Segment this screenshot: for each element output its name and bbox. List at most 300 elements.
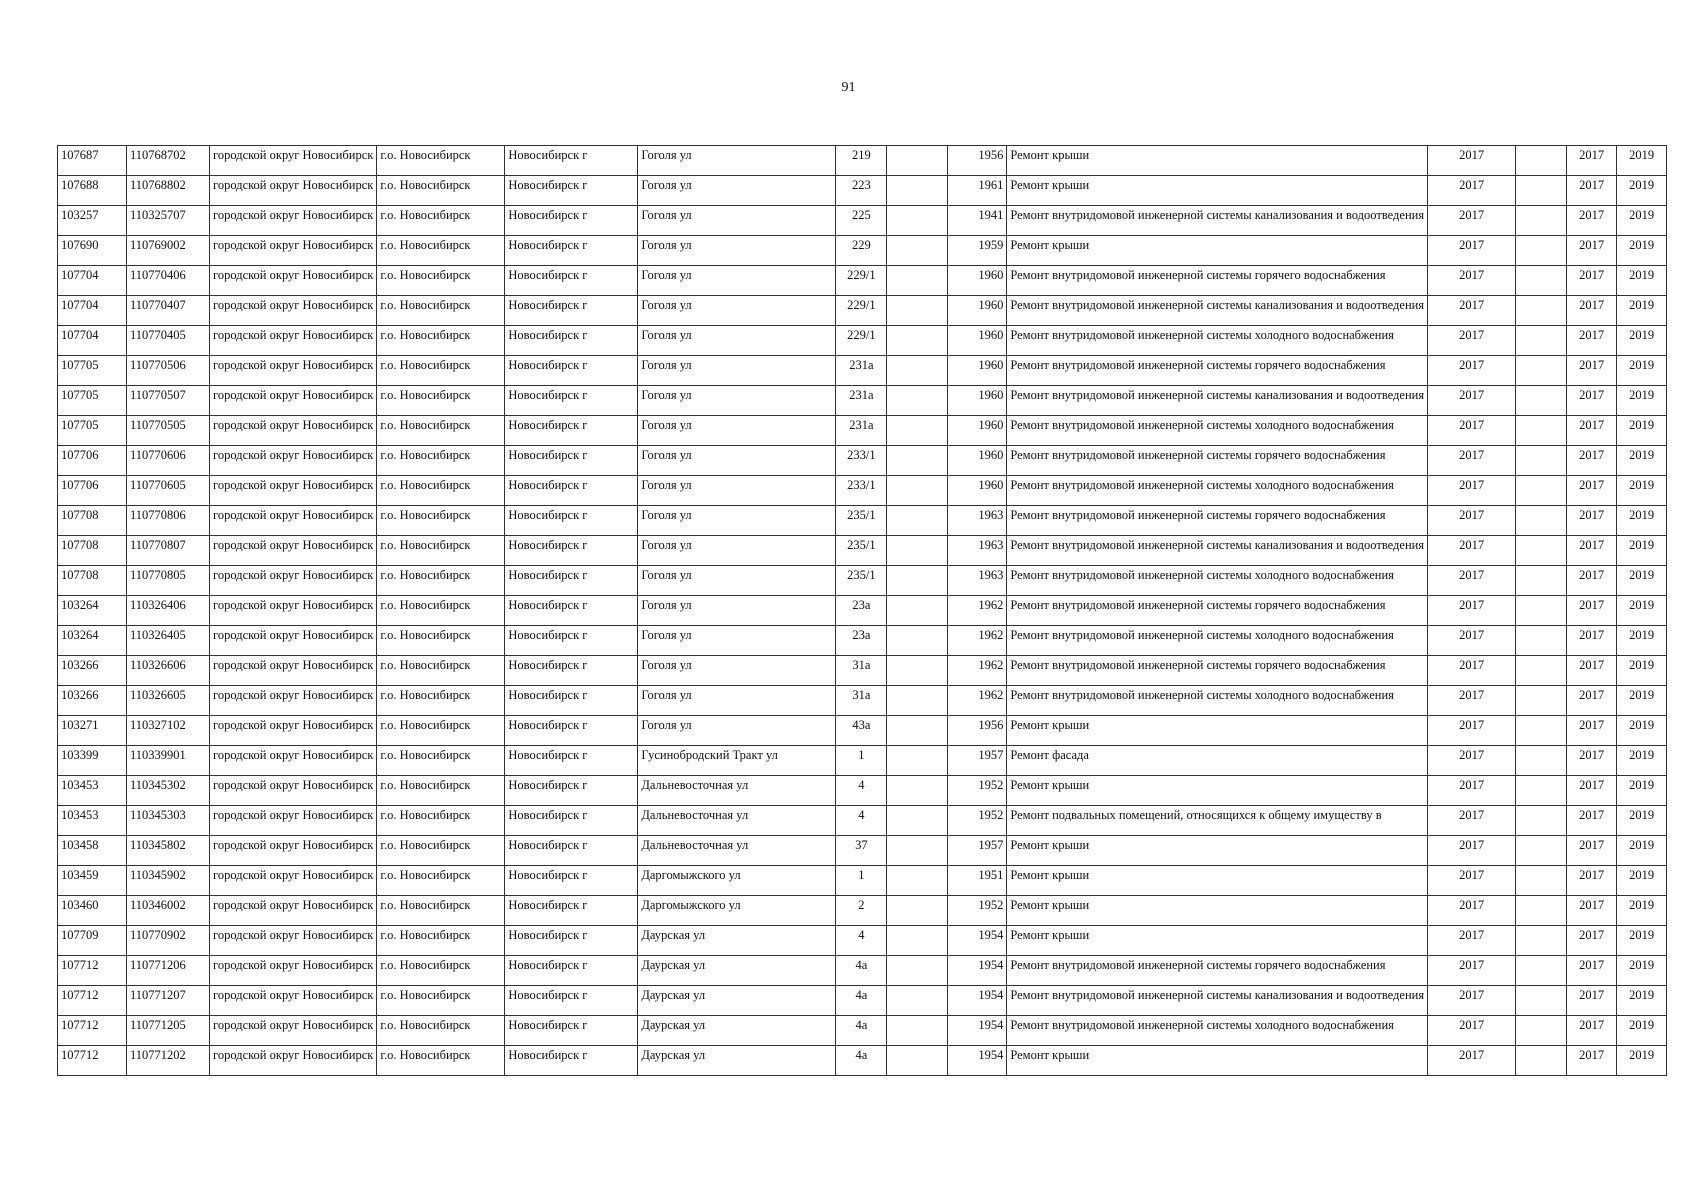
cell-street: Гоголя ул: [638, 356, 836, 386]
cell-year-from: 2017: [1567, 896, 1617, 926]
cell-house-number: 233/1: [836, 446, 887, 476]
cell-year-to: 2019: [1617, 236, 1667, 266]
cell-code: 110768702: [127, 146, 210, 176]
cell-plan-year: 2017: [1428, 896, 1516, 926]
cell-work-type: Ремонт внутридомовой инженерной системы горячего водоснабжения: [1007, 266, 1428, 296]
cell-year-from: 2017: [1567, 446, 1617, 476]
cell-code: 110770806: [127, 506, 210, 536]
cell-id: 103264: [58, 596, 127, 626]
cell-year-from: 2017: [1567, 956, 1617, 986]
cell-municipality: городской округ Новосибирск: [210, 716, 377, 746]
cell-empty: [887, 806, 948, 836]
cell-district: г.о. Новосибирск: [377, 176, 505, 206]
cell-city: Новосибирск г: [505, 176, 638, 206]
cell-year-to: 2019: [1617, 1016, 1667, 1046]
cell-plan-year: 2017: [1428, 686, 1516, 716]
cell-year-from: 2017: [1567, 626, 1617, 656]
cell-empty: [887, 356, 948, 386]
cell-work-type: Ремонт внутридомовой инженерной системы горячего водоснабжения: [1007, 446, 1428, 476]
cell-year-to: 2019: [1617, 416, 1667, 446]
cell-municipality: городской округ Новосибирск: [210, 356, 377, 386]
cell-house-number: 37: [836, 836, 887, 866]
cell-district: г.о. Новосибирск: [377, 1046, 505, 1076]
cell-district: г.о. Новосибирск: [377, 716, 505, 746]
cell-district: г.о. Новосибирск: [377, 656, 505, 686]
table-row: [58, 146, 1667, 176]
cell-city: Новосибирск г: [505, 506, 638, 536]
cell-plan-year: 2017: [1428, 806, 1516, 836]
cell-municipality: городской округ Новосибирск: [210, 896, 377, 926]
cell-district: г.о. Новосибирск: [377, 986, 505, 1016]
cell-plan-year: 2017: [1428, 716, 1516, 746]
cell-city: Новосибирск г: [505, 686, 638, 716]
cell-year-from: 2017: [1567, 926, 1617, 956]
cell-year-from: 2017: [1567, 416, 1617, 446]
cell-year-built: 1954: [948, 986, 1007, 1016]
cell-city: Новосибирск г: [505, 536, 638, 566]
cell-street: Гоголя ул: [638, 626, 836, 656]
cell-year-built: 1960: [948, 476, 1007, 506]
cell-empty: [1516, 896, 1567, 926]
cell-work-type: Ремонт крыши: [1007, 716, 1428, 746]
cell-year-to: 2019: [1617, 566, 1667, 596]
cell-empty: [1516, 416, 1567, 446]
cell-street: Гоголя ул: [638, 686, 836, 716]
cell-municipality: городской округ Новосибирск: [210, 326, 377, 356]
cell-city: Новосибирск г: [505, 296, 638, 326]
cell-city: Новосибирск г: [505, 326, 638, 356]
cell-plan-year: 2017: [1428, 266, 1516, 296]
cell-empty: [1516, 356, 1567, 386]
cell-year-from: 2017: [1567, 806, 1617, 836]
cell-city: Новосибирск г: [505, 356, 638, 386]
cell-house-number: 231а: [836, 386, 887, 416]
cell-empty: [887, 836, 948, 866]
cell-code: 110345303: [127, 806, 210, 836]
cell-code: 110770507: [127, 386, 210, 416]
cell-empty: [1516, 1046, 1567, 1076]
table-row: [58, 236, 1667, 266]
table-row: [58, 626, 1667, 656]
table-row: [58, 806, 1667, 836]
cell-empty: [887, 386, 948, 416]
cell-municipality: городской округ Новосибирск: [210, 656, 377, 686]
cell-street: Даргомыжского ул: [638, 896, 836, 926]
cell-year-built: 1954: [948, 956, 1007, 986]
cell-municipality: городской округ Новосибирск: [210, 596, 377, 626]
cell-year-from: 2017: [1567, 146, 1617, 176]
cell-id: 103459: [58, 866, 127, 896]
cell-id: 107712: [58, 986, 127, 1016]
cell-empty: [887, 296, 948, 326]
cell-id: 107708: [58, 506, 127, 536]
cell-work-type: Ремонт крыши: [1007, 1046, 1428, 1076]
cell-year-built: 1952: [948, 776, 1007, 806]
cell-empty: [1516, 326, 1567, 356]
cell-empty: [1516, 986, 1567, 1016]
cell-city: Новосибирск г: [505, 626, 638, 656]
cell-empty: [887, 416, 948, 446]
cell-city: Новосибирск г: [505, 236, 638, 266]
cell-municipality: городской округ Новосибирск: [210, 296, 377, 326]
table-row: [58, 206, 1667, 236]
cell-work-type: Ремонт крыши: [1007, 836, 1428, 866]
cell-municipality: городской округ Новосибирск: [210, 776, 377, 806]
cell-id: 107704: [58, 266, 127, 296]
cell-municipality: городской округ Новосибирск: [210, 1016, 377, 1046]
cell-street: Даурская ул: [638, 926, 836, 956]
cell-code: 110325707: [127, 206, 210, 236]
cell-municipality: городской округ Новосибирск: [210, 176, 377, 206]
cell-district: г.о. Новосибирск: [377, 296, 505, 326]
cell-year-from: 2017: [1567, 986, 1617, 1016]
cell-empty: [1516, 746, 1567, 776]
cell-street: Гоголя ул: [638, 326, 836, 356]
cell-municipality: городской округ Новосибирск: [210, 566, 377, 596]
cell-code: 110345802: [127, 836, 210, 866]
cell-plan-year: 2017: [1428, 386, 1516, 416]
cell-year-to: 2019: [1617, 1046, 1667, 1076]
cell-empty: [1516, 806, 1567, 836]
cell-empty: [887, 1016, 948, 1046]
cell-year-built: 1954: [948, 1046, 1007, 1076]
cell-work-type: Ремонт внутридомовой инженерной системы холодного водоснабжения: [1007, 626, 1428, 656]
cell-street: Даурская ул: [638, 1016, 836, 1046]
cell-district: г.о. Новосибирск: [377, 926, 505, 956]
cell-plan-year: 2017: [1428, 176, 1516, 206]
cell-id: 103458: [58, 836, 127, 866]
table-row: [58, 416, 1667, 446]
cell-code: 110770605: [127, 476, 210, 506]
cell-district: г.о. Новосибирск: [377, 1016, 505, 1046]
cell-district: г.о. Новосибирск: [377, 236, 505, 266]
cell-empty: [887, 266, 948, 296]
cell-house-number: 4а: [836, 1046, 887, 1076]
cell-work-type: Ремонт крыши: [1007, 926, 1428, 956]
cell-plan-year: 2017: [1428, 416, 1516, 446]
cell-year-from: 2017: [1567, 326, 1617, 356]
table-row: [58, 386, 1667, 416]
cell-year-from: 2017: [1567, 386, 1617, 416]
cell-plan-year: 2017: [1428, 506, 1516, 536]
cell-year-from: 2017: [1567, 836, 1617, 866]
cell-empty: [887, 986, 948, 1016]
cell-year-to: 2019: [1617, 326, 1667, 356]
cell-id: 107704: [58, 326, 127, 356]
cell-street: Гоголя ул: [638, 176, 836, 206]
cell-district: г.о. Новосибирск: [377, 776, 505, 806]
cell-code: 110339901: [127, 746, 210, 776]
cell-empty: [1516, 236, 1567, 266]
cell-municipality: городской округ Новосибирск: [210, 146, 377, 176]
cell-year-from: 2017: [1567, 776, 1617, 806]
cell-id: 103266: [58, 656, 127, 686]
cell-city: Новосибирск г: [505, 266, 638, 296]
cell-empty: [1516, 686, 1567, 716]
cell-city: Новосибирск г: [505, 416, 638, 446]
cell-year-from: 2017: [1567, 716, 1617, 746]
cell-year-to: 2019: [1617, 716, 1667, 746]
cell-work-type: Ремонт крыши: [1007, 866, 1428, 896]
cell-year-to: 2019: [1617, 956, 1667, 986]
cell-empty: [887, 716, 948, 746]
cell-code: 110769002: [127, 236, 210, 266]
cell-house-number: 4: [836, 926, 887, 956]
cell-year-built: 1963: [948, 536, 1007, 566]
cell-plan-year: 2017: [1428, 296, 1516, 326]
cell-empty: [887, 746, 948, 776]
cell-house-number: 231а: [836, 416, 887, 446]
cell-house-number: 219: [836, 146, 887, 176]
cell-empty: [887, 956, 948, 986]
cell-district: г.о. Новосибирск: [377, 536, 505, 566]
cell-municipality: городской округ Новосибирск: [210, 626, 377, 656]
cell-empty: [887, 596, 948, 626]
cell-house-number: 4: [836, 806, 887, 836]
cell-municipality: городской округ Новосибирск: [210, 686, 377, 716]
cell-city: Новосибирск г: [505, 716, 638, 746]
cell-id: 107712: [58, 1016, 127, 1046]
cell-district: г.о. Новосибирск: [377, 326, 505, 356]
cell-year-from: 2017: [1567, 686, 1617, 716]
cell-code: 110770407: [127, 296, 210, 326]
cell-empty: [1516, 146, 1567, 176]
cell-plan-year: 2017: [1428, 656, 1516, 686]
cell-city: Новосибирск г: [505, 476, 638, 506]
cell-empty: [887, 206, 948, 236]
cell-house-number: 43а: [836, 716, 887, 746]
cell-code: 110326405: [127, 626, 210, 656]
cell-id: 103399: [58, 746, 127, 776]
cell-plan-year: 2017: [1428, 566, 1516, 596]
cell-year-to: 2019: [1617, 476, 1667, 506]
cell-work-type: Ремонт внутридомовой инженерной системы канализования и водоотведения: [1007, 206, 1428, 236]
cell-empty: [1516, 596, 1567, 626]
table-row: [58, 686, 1667, 716]
cell-id: 103453: [58, 776, 127, 806]
cell-empty: [1516, 446, 1567, 476]
cell-plan-year: 2017: [1428, 956, 1516, 986]
cell-code: 110770606: [127, 446, 210, 476]
cell-house-number: 231а: [836, 356, 887, 386]
cell-street: Даурская ул: [638, 1046, 836, 1076]
cell-house-number: 225: [836, 206, 887, 236]
cell-plan-year: 2017: [1428, 986, 1516, 1016]
cell-work-type: Ремонт крыши: [1007, 896, 1428, 926]
cell-code: 110771202: [127, 1046, 210, 1076]
cell-year-built: 1954: [948, 1016, 1007, 1046]
cell-municipality: городской округ Новосибирск: [210, 206, 377, 236]
table-row: [58, 266, 1667, 296]
cell-year-to: 2019: [1617, 836, 1667, 866]
cell-city: Новосибирск г: [505, 1046, 638, 1076]
cell-empty: [1516, 266, 1567, 296]
cell-work-type: Ремонт внутридомовой инженерной системы холодного водоснабжения: [1007, 566, 1428, 596]
cell-work-type: Ремонт внутридомовой инженерной системы горячего водоснабжения: [1007, 596, 1428, 626]
cell-district: г.о. Новосибирск: [377, 836, 505, 866]
cell-year-to: 2019: [1617, 206, 1667, 236]
cell-street: Дальневосточная ул: [638, 836, 836, 866]
cell-year-to: 2019: [1617, 386, 1667, 416]
cell-house-number: 31а: [836, 656, 887, 686]
cell-empty: [1516, 956, 1567, 986]
cell-year-to: 2019: [1617, 446, 1667, 476]
cell-empty: [887, 626, 948, 656]
cell-year-to: 2019: [1617, 896, 1667, 926]
cell-year-to: 2019: [1617, 746, 1667, 776]
cell-street: Гоголя ул: [638, 596, 836, 626]
cell-empty: [1516, 656, 1567, 686]
cell-year-built: 1957: [948, 746, 1007, 776]
cell-district: г.о. Новосибирск: [377, 506, 505, 536]
cell-year-from: 2017: [1567, 746, 1617, 776]
cell-id: 103271: [58, 716, 127, 746]
cell-work-type: Ремонт подвальных помещений, относящихся к общему имуществу в: [1007, 806, 1428, 836]
repair-schedule-table: [57, 145, 1667, 1076]
cell-code: 110345302: [127, 776, 210, 806]
cell-street: Гоголя ул: [638, 506, 836, 536]
table-row: [58, 356, 1667, 386]
cell-plan-year: 2017: [1428, 626, 1516, 656]
cell-district: г.о. Новосибирск: [377, 416, 505, 446]
cell-empty: [887, 506, 948, 536]
cell-code: 110771206: [127, 956, 210, 986]
cell-street: Гоголя ул: [638, 236, 836, 266]
cell-year-built: 1963: [948, 566, 1007, 596]
cell-year-from: 2017: [1567, 566, 1617, 596]
cell-work-type: Ремонт фасада: [1007, 746, 1428, 776]
cell-work-type: Ремонт внутридомовой инженерной системы канализования и водоотведения: [1007, 986, 1428, 1016]
cell-year-built: 1960: [948, 386, 1007, 416]
table-row: [58, 506, 1667, 536]
cell-id: 107688: [58, 176, 127, 206]
cell-id: 107705: [58, 356, 127, 386]
cell-year-built: 1962: [948, 656, 1007, 686]
cell-house-number: 229/1: [836, 326, 887, 356]
cell-city: Новосибирск г: [505, 566, 638, 596]
cell-id: 103264: [58, 626, 127, 656]
cell-work-type: Ремонт крыши: [1007, 776, 1428, 806]
cell-id: 107705: [58, 386, 127, 416]
cell-code: 110327102: [127, 716, 210, 746]
cell-city: Новосибирск г: [505, 746, 638, 776]
cell-id: 107708: [58, 566, 127, 596]
table-row: [58, 656, 1667, 686]
cell-year-to: 2019: [1617, 596, 1667, 626]
cell-empty: [887, 476, 948, 506]
cell-district: г.о. Новосибирск: [377, 446, 505, 476]
cell-plan-year: 2017: [1428, 776, 1516, 806]
cell-work-type: Ремонт крыши: [1007, 146, 1428, 176]
cell-empty: [1516, 836, 1567, 866]
cell-municipality: городской округ Новосибирск: [210, 266, 377, 296]
cell-municipality: городской округ Новосибирск: [210, 536, 377, 566]
cell-code: 110770902: [127, 926, 210, 956]
cell-city: Новосибирск г: [505, 386, 638, 416]
cell-municipality: городской округ Новосибирск: [210, 926, 377, 956]
cell-house-number: 229/1: [836, 296, 887, 326]
table-row: [58, 956, 1667, 986]
cell-city: Новосибирск г: [505, 896, 638, 926]
cell-house-number: 235/1: [836, 536, 887, 566]
cell-empty: [887, 866, 948, 896]
cell-street: Гусинобродский Тракт ул: [638, 746, 836, 776]
cell-district: г.о. Новосибирск: [377, 596, 505, 626]
cell-code: 110326606: [127, 656, 210, 686]
cell-city: Новосибирск г: [505, 1016, 638, 1046]
cell-year-to: 2019: [1617, 296, 1667, 326]
table-row: [58, 866, 1667, 896]
cell-house-number: 229: [836, 236, 887, 266]
cell-year-built: 1961: [948, 176, 1007, 206]
table-row: [58, 776, 1667, 806]
table-row: [58, 1016, 1667, 1046]
cell-house-number: 235/1: [836, 506, 887, 536]
cell-work-type: Ремонт внутридомовой инженерной системы канализования и водоотведения: [1007, 536, 1428, 566]
cell-street: Дальневосточная ул: [638, 776, 836, 806]
table-row: [58, 176, 1667, 206]
cell-empty: [887, 146, 948, 176]
cell-street: Гоголя ул: [638, 296, 836, 326]
cell-municipality: городской округ Новосибирск: [210, 476, 377, 506]
cell-house-number: 235/1: [836, 566, 887, 596]
cell-house-number: 1: [836, 866, 887, 896]
cell-street: Гоголя ул: [638, 266, 836, 296]
cell-plan-year: 2017: [1428, 536, 1516, 566]
table-row: [58, 836, 1667, 866]
cell-year-to: 2019: [1617, 686, 1667, 716]
cell-street: Гоголя ул: [638, 566, 836, 596]
cell-year-from: 2017: [1567, 236, 1617, 266]
cell-city: Новосибирск г: [505, 656, 638, 686]
cell-municipality: городской округ Новосибирск: [210, 236, 377, 266]
table-row: [58, 926, 1667, 956]
cell-empty: [1516, 566, 1567, 596]
cell-plan-year: 2017: [1428, 1046, 1516, 1076]
cell-city: Новосибирск г: [505, 956, 638, 986]
table-row: [58, 1046, 1667, 1076]
cell-empty: [887, 536, 948, 566]
cell-year-from: 2017: [1567, 536, 1617, 566]
cell-year-to: 2019: [1617, 806, 1667, 836]
cell-empty: [1516, 866, 1567, 896]
cell-code: 110770805: [127, 566, 210, 596]
cell-work-type: Ремонт внутридомовой инженерной системы канализования и водоотведения: [1007, 296, 1428, 326]
cell-street: Даурская ул: [638, 956, 836, 986]
cell-empty: [1516, 476, 1567, 506]
cell-year-built: 1963: [948, 506, 1007, 536]
cell-city: Новосибирск г: [505, 776, 638, 806]
cell-year-built: 1960: [948, 356, 1007, 386]
cell-empty: [887, 926, 948, 956]
cell-district: г.о. Новосибирск: [377, 356, 505, 386]
cell-work-type: Ремонт внутридомовой инженерной системы холодного водоснабжения: [1007, 416, 1428, 446]
cell-work-type: Ремонт внутридомовой инженерной системы холодного водоснабжения: [1007, 326, 1428, 356]
cell-work-type: Ремонт внутридомовой инженерной системы горячего водоснабжения: [1007, 956, 1428, 986]
cell-empty: [1516, 1016, 1567, 1046]
cell-district: г.о. Новосибирск: [377, 266, 505, 296]
cell-district: г.о. Новосибирск: [377, 206, 505, 236]
cell-year-built: 1952: [948, 806, 1007, 836]
cell-work-type: Ремонт крыши: [1007, 176, 1428, 206]
cell-empty: [887, 686, 948, 716]
cell-year-from: 2017: [1567, 476, 1617, 506]
cell-year-to: 2019: [1617, 356, 1667, 386]
cell-municipality: городской округ Новосибирск: [210, 1046, 377, 1076]
cell-city: Новосибирск г: [505, 596, 638, 626]
cell-year-built: 1952: [948, 896, 1007, 926]
cell-empty: [887, 1046, 948, 1076]
